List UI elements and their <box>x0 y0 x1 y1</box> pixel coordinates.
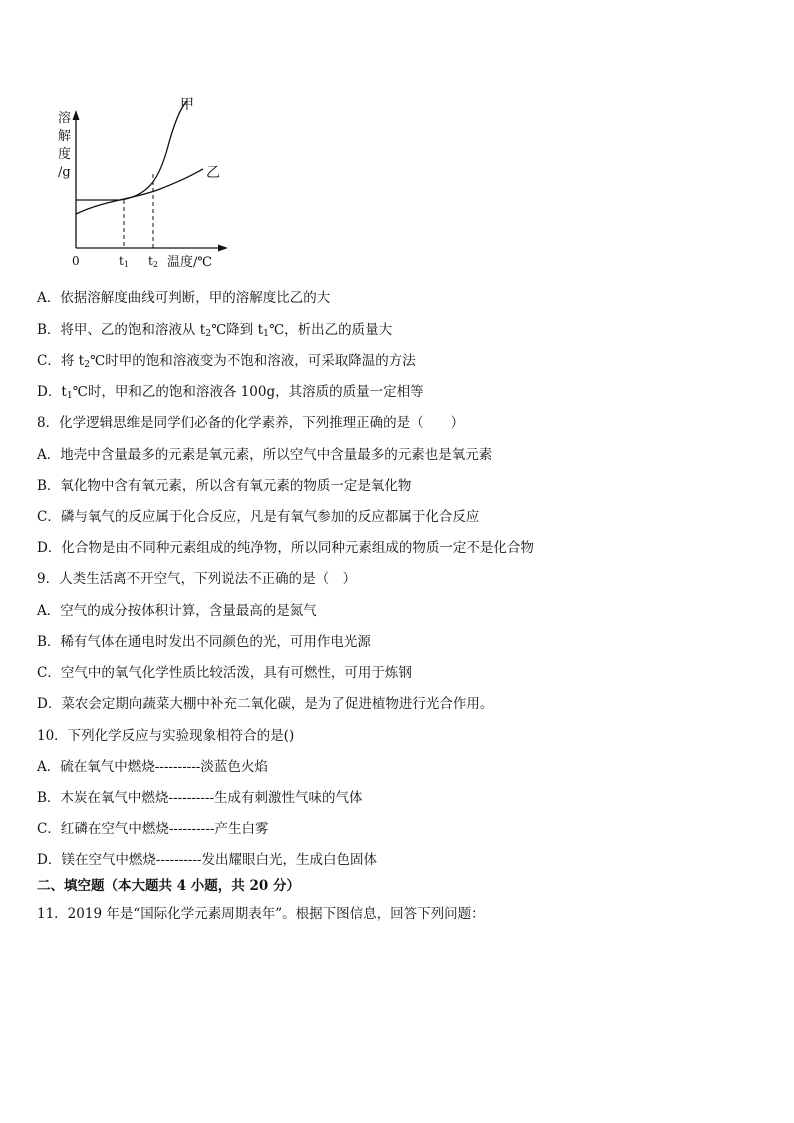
q7-option-b: B．将甲、乙的饱和溶液从 $t_2℃$降到 $t_1℃$，析出乙的质量大 <box>37 322 393 339</box>
y-label-char: 解 <box>58 129 72 144</box>
section-heading: 二、填空题（本大题共 4 小题，共 20 分） <box>37 878 300 894</box>
y-axis-arrow <box>73 110 80 120</box>
q9-option-a: A．空气的成分按体积计算，含量最高的是氮气 <box>37 603 317 619</box>
q9-stem: 9．人类生活离不开空气，下列说法不正确的是（ ） <box>37 571 357 587</box>
y-label-char: 溶 <box>58 111 72 126</box>
series-label-jia: 甲 <box>180 97 194 113</box>
series-label-yi: 乙 <box>206 165 220 181</box>
q10-option-c: C．红磷在空气中燃烧----------产生白雾 <box>37 821 269 837</box>
q9-option-d: D．菜农会定期向蔬菜大棚中补充二氧化碳，是为了促进植物进行光合作用。 <box>37 696 494 712</box>
q10-option-d: D．镁在空气中燃烧----------发出耀眼白光，生成白色固体 <box>37 852 377 868</box>
y-label-char: /g <box>58 165 71 180</box>
q7-option-c: C．将 $t_2℃$时甲的饱和溶液变为不饱和溶液，可采取降温的方法 <box>37 353 416 370</box>
q9-option-c: C．空气中的氧气化学性质比较活泼，具有可燃性，可用于炼钢 <box>37 665 412 681</box>
q8-option-c: C．磷与氧气的反应属于化合反应，凡是有氧气参加的反应都属于化合反应 <box>37 509 480 525</box>
q10-option-a: A．硫在氧气中燃烧----------淡蓝色火焰 <box>37 759 268 775</box>
q8-option-d: D．化合物是由不同种元素组成的纯净物，所以同种元素组成的物质一定不是化合物 <box>37 540 534 556</box>
q10-option-b: B．木炭在氧气中燃烧----------生成有刺激性气味的气体 <box>37 790 363 806</box>
q8-option-b: B．氧化物中含有氧元素，所以含有氧元素的物质一定是氧化物 <box>37 478 412 494</box>
q10-stem: 10．下列化学反应与实验现象相符合的是() <box>37 728 295 744</box>
x-axis-arrow <box>218 245 228 252</box>
q9-option-b: B．稀有气体在通电时发出不同颜色的光，可用作电光源 <box>37 634 371 650</box>
q7-option-a: A．依据溶解度曲线可判断，甲的溶解度比乙的大 <box>37 290 331 306</box>
origin-label: 0 <box>72 254 80 268</box>
tick-label-t2: t2 <box>148 254 158 269</box>
q8-stem: 8．化学逻辑思维是同学们必备的化学素养，下列推理正确的是（ ） <box>37 415 465 431</box>
solubility-chart <box>50 96 240 276</box>
y-label-char: 度 <box>58 147 72 162</box>
q7-option-d: D．$t_1℃$时，甲和乙的饱和溶液各 100g，其溶质的质量一定相等 <box>37 384 424 401</box>
tick-label-t1: t1 <box>119 254 129 269</box>
q8-option-a: A．地壳中含量最多的元素是氧元素，所以空气中含量最多的元素也是氧元素 <box>37 447 493 463</box>
x-axis-label: 温度/℃ <box>167 255 212 270</box>
q11-stem: 11．2019 年是“国际化学元素周期表年”。根据下图信息，回答下列问题： <box>37 906 485 922</box>
series-yi-curve <box>76 169 203 214</box>
